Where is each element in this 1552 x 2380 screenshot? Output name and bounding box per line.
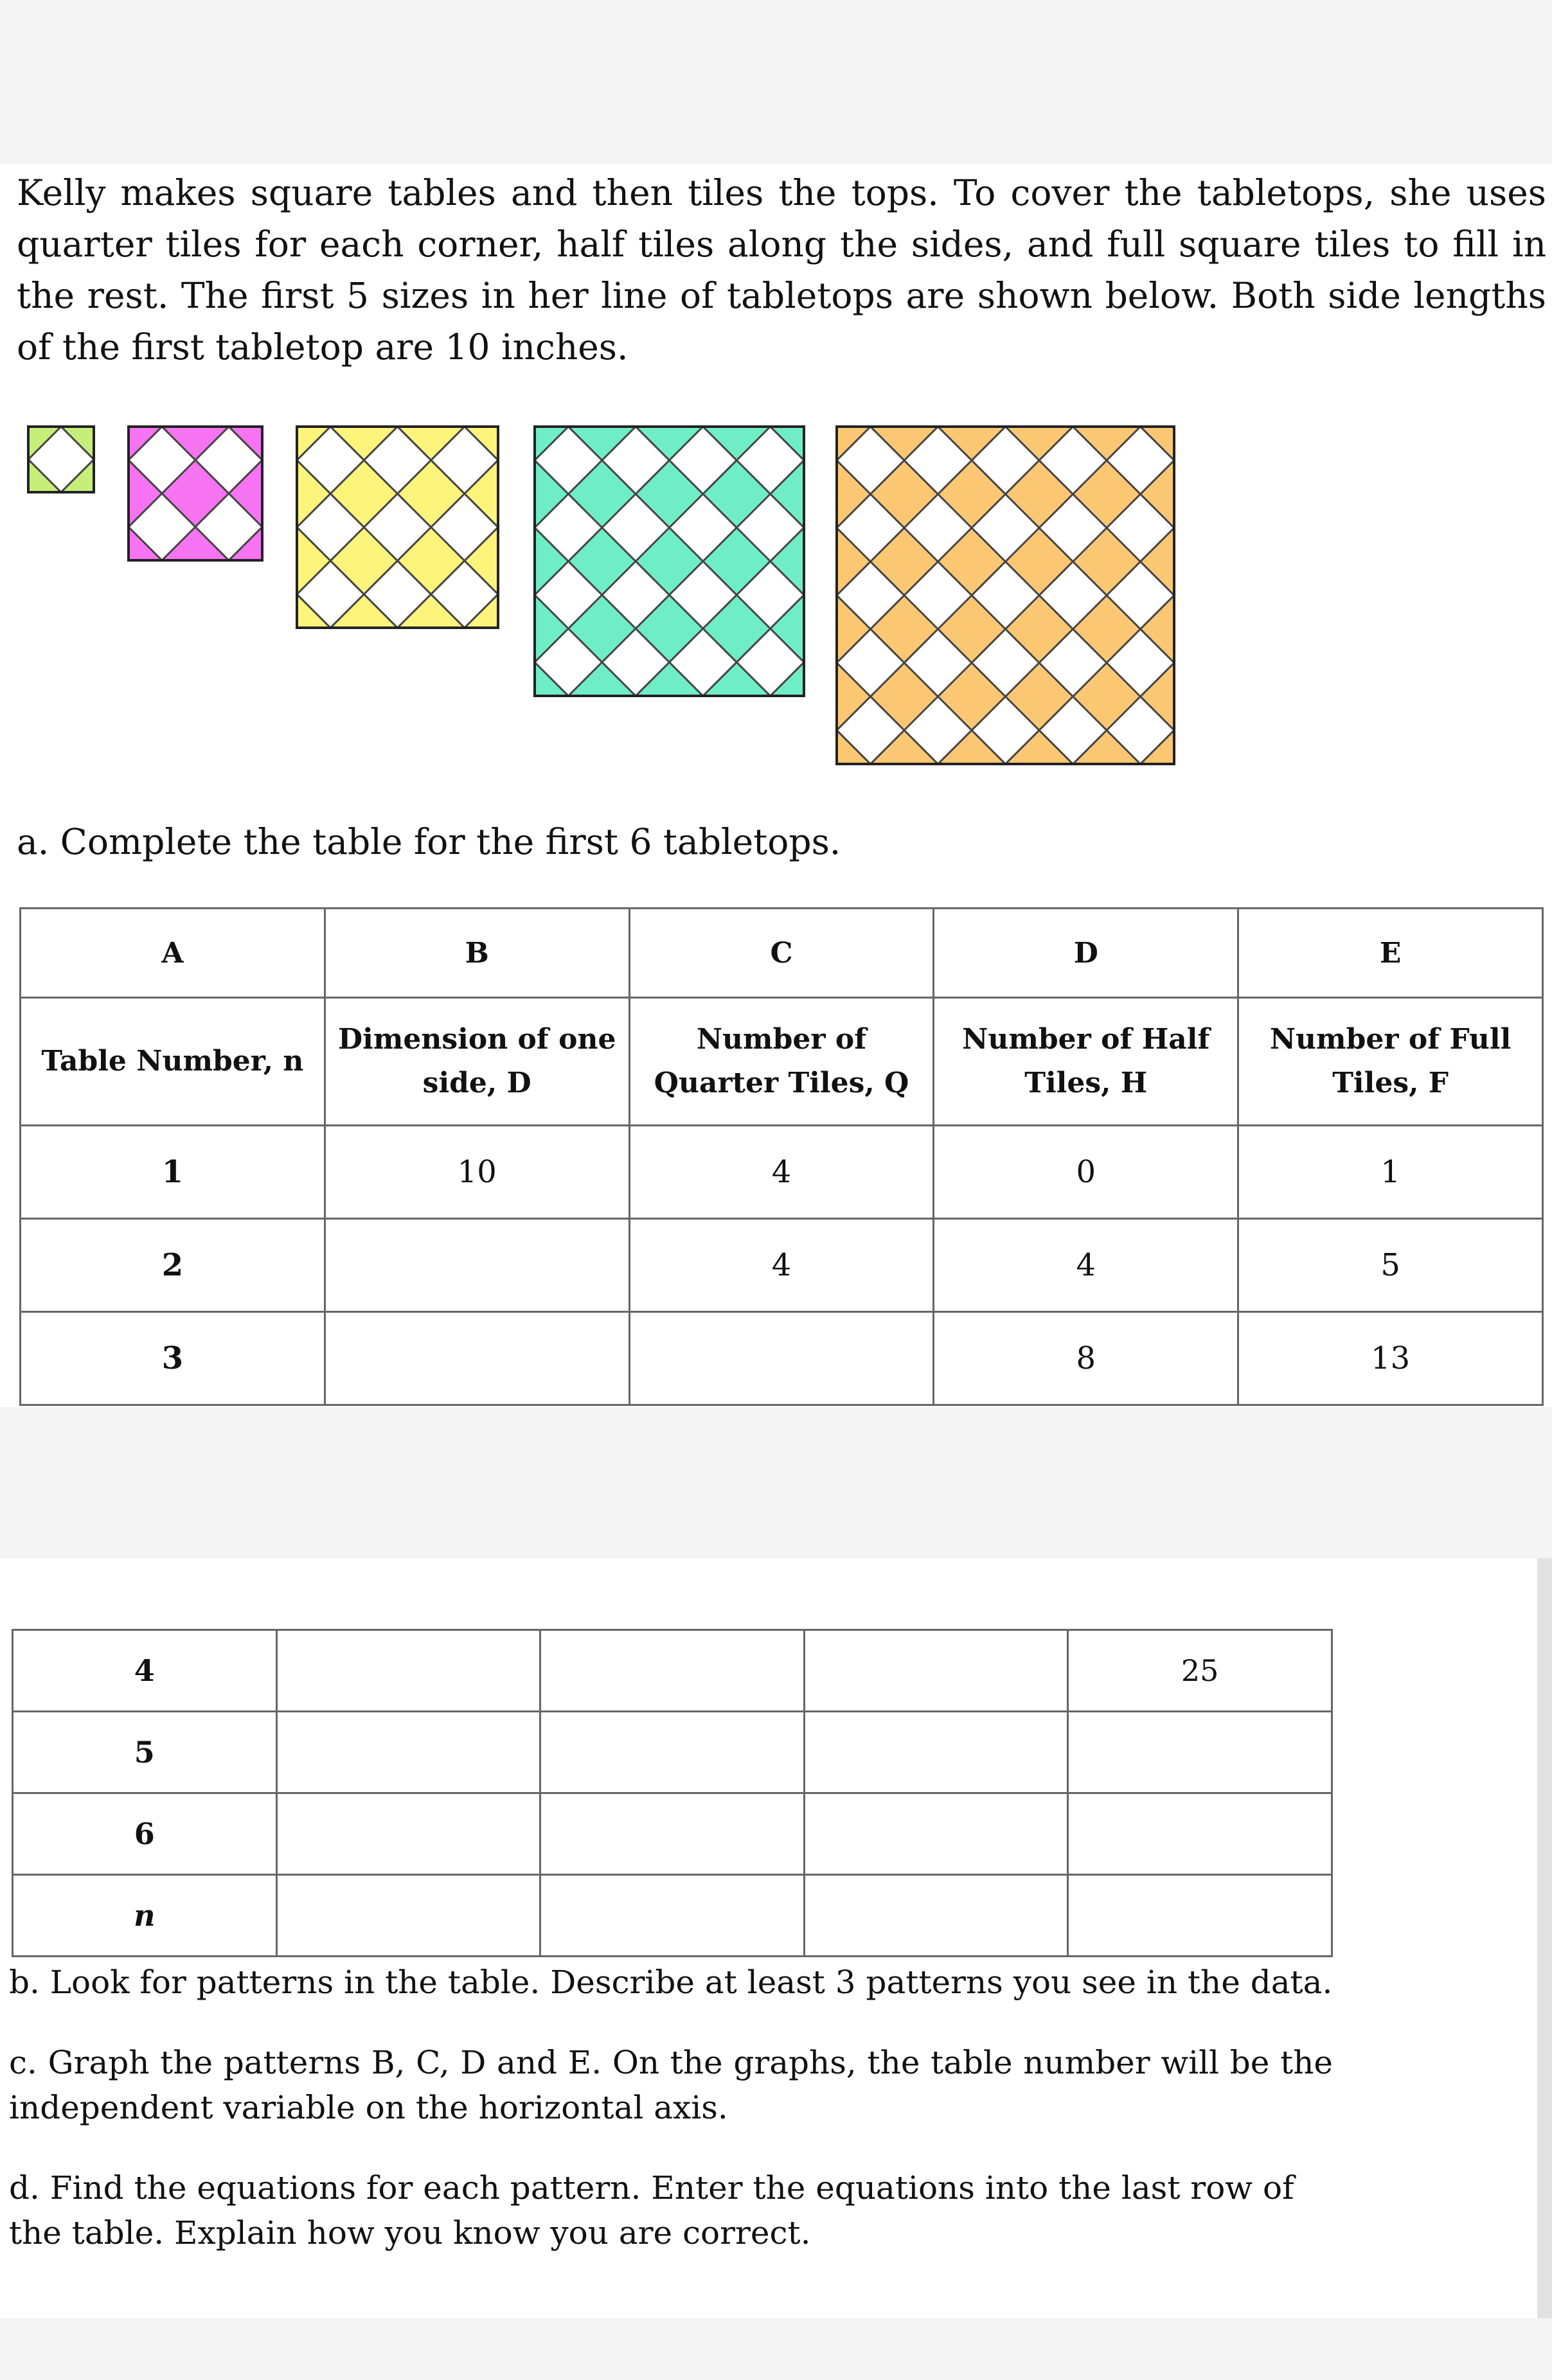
column-letter: D — [934, 909, 1238, 998]
cell-d[interactable]: 10 — [325, 1126, 629, 1219]
cell-f[interactable]: 13 — [1238, 1312, 1543, 1405]
question-d: d. Find the equations for each pattern. Enter the equations into the last row of the table. Explain how you know you are correct. — [9, 2169, 1294, 2251]
tabletop-2 — [95, 418, 296, 594]
cell-h[interactable]: 8 — [934, 1312, 1238, 1405]
tabletop-figures — [0, 418, 1552, 777]
header-table-number: Table Number, n — [21, 998, 325, 1126]
cell-h[interactable] — [804, 1630, 1068, 1712]
cell-d[interactable] — [276, 1875, 540, 1957]
cell-q[interactable] — [540, 1630, 805, 1712]
cell-n: 5 — [13, 1712, 277, 1793]
cell-f[interactable] — [1068, 1712, 1332, 1793]
cell-h[interactable] — [804, 1875, 1068, 1957]
cell-f[interactable]: 1 — [1238, 1126, 1543, 1219]
cell-f[interactable] — [1068, 1875, 1332, 1957]
cell-h[interactable] — [804, 1712, 1068, 1793]
column-letter: C — [629, 909, 934, 998]
cell-h[interactable]: 0 — [934, 1126, 1238, 1219]
top-margin — [0, 0, 1552, 164]
question-b: b. Look for patterns in the table. Describe at least 3 patterns you see in the data. — [9, 1964, 1333, 2001]
cell-h[interactable]: 4 — [934, 1219, 1238, 1312]
cell-d[interactable] — [276, 1630, 540, 1712]
cell-h[interactable] — [804, 1793, 1068, 1875]
header-dimension: Dimension of one side, D — [325, 998, 629, 1126]
tabletop-5 — [803, 418, 1208, 777]
cell-n: 4 — [13, 1630, 277, 1712]
cell-q[interactable] — [540, 1793, 805, 1875]
cell-d[interactable] — [276, 1712, 540, 1793]
cell-f[interactable]: 5 — [1238, 1219, 1543, 1312]
header-row — [21, 998, 1543, 1126]
header-half-tiles: Number of Half Tiles, H — [934, 998, 1238, 1126]
column-letter: E — [1238, 909, 1543, 998]
cell-f[interactable] — [1068, 1793, 1332, 1875]
cell-n: 2 — [21, 1219, 325, 1312]
cell-q[interactable] — [540, 1875, 805, 1957]
header-quarter-tiles: Number of Quarter Tiles, Q — [629, 998, 934, 1126]
cell-q[interactable]: 4 — [629, 1126, 934, 1219]
table-row — [21, 1312, 1543, 1405]
table-row — [21, 1219, 1543, 1312]
column-letter: B — [325, 909, 629, 998]
cell-n: 3 — [21, 1312, 325, 1405]
tile-table-continued — [12, 1629, 1333, 1957]
intro-paragraph: Kelly makes square tables and then tiles the tops. To cover the tabletops, she uses quarter tiles for each corner, half tiles along the sides, and full square tiles to fill in the rest. The first 5 sizes in her line of tabletops are shown below. Both side lengths of the first tabletop are 10 inches. — [17, 172, 1546, 368]
cell-d[interactable] — [325, 1219, 629, 1312]
question-c: c. Graph the patterns B, C, D and E. On the graphs, the table number will be the independent variable on the horizontal axis. — [9, 2044, 1333, 2126]
cell-f[interactable]: 25 — [1068, 1630, 1332, 1712]
scroll-edge — [1537, 1558, 1552, 2318]
bottom-margin — [0, 2318, 1552, 2380]
table-row — [13, 1712, 1332, 1793]
column-letter-row — [21, 909, 1543, 998]
tabletop-4 — [501, 418, 838, 729]
tabletop-1 — [0, 418, 127, 525]
cell-n: 6 — [13, 1793, 277, 1875]
question-a: a. Complete the table for the first 6 tabletops. — [17, 821, 841, 862]
header-full-tiles: Number of Full Tiles, F — [1238, 998, 1543, 1126]
cell-q[interactable] — [540, 1712, 805, 1793]
table-row — [13, 1793, 1332, 1875]
cell-q[interactable]: 4 — [629, 1219, 934, 1312]
cell-q[interactable] — [629, 1312, 934, 1405]
table-row — [21, 1126, 1543, 1219]
cell-n: n — [13, 1875, 277, 1957]
column-letter: A — [21, 909, 325, 998]
cell-n: 1 — [21, 1126, 325, 1219]
table-row — [13, 1630, 1332, 1712]
tabletop-3 — [263, 418, 531, 661]
page-break-band — [0, 1407, 1552, 1558]
tile-table — [19, 907, 1544, 1406]
table-row — [13, 1875, 1332, 1957]
cell-d[interactable] — [276, 1793, 540, 1875]
cell-d[interactable] — [325, 1312, 629, 1405]
